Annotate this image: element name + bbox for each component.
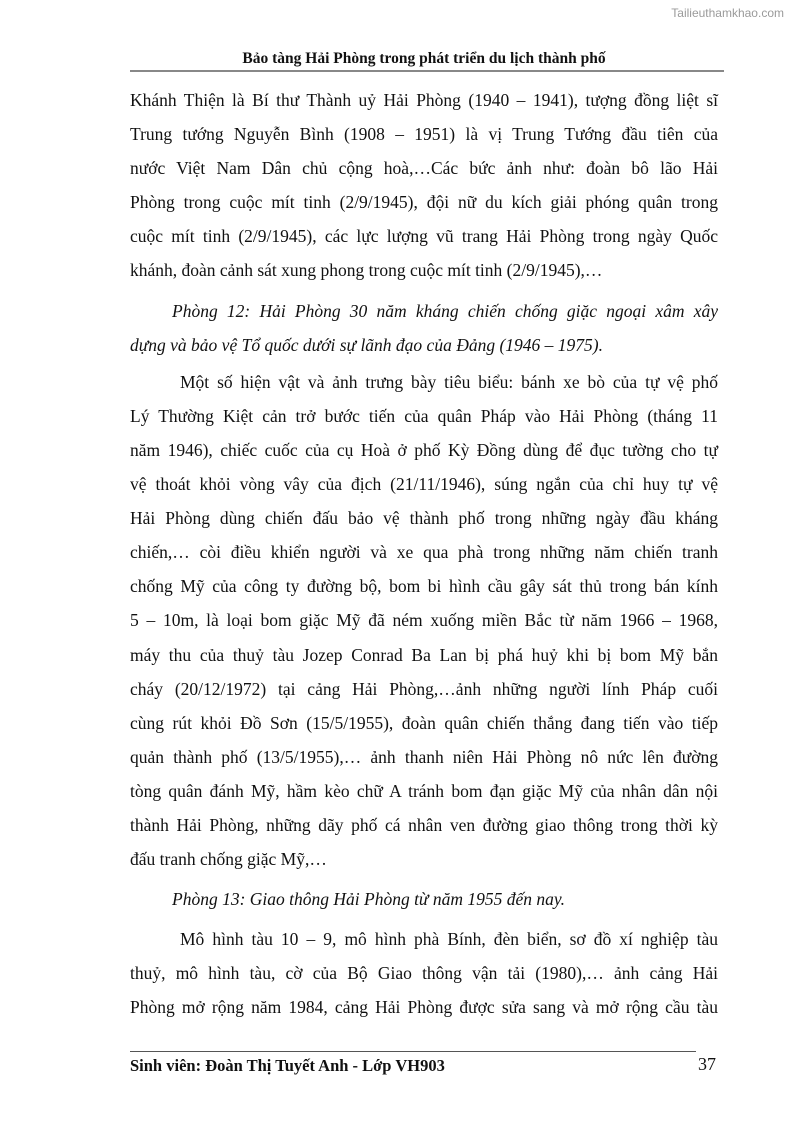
text-line: thành Hải Phòng, những dãy phố cá nhân ven đường giao thông trong thời kỳ (130, 814, 718, 835)
page-number: 37 (698, 1054, 716, 1074)
paragraph (130, 88, 718, 293)
text-line: Một số hiện vật và ảnh trưng bày tiêu biểu: bánh xe bò của tự vệ phố (180, 371, 718, 392)
footer-student: Sinh viên: Đoàn Thị Tuyết Anh - Lớp VH903 (130, 1056, 445, 1075)
text-line: năm 1946), chiếc cuốc của cụ Hoà ở phố Kỳ Đồng dùng để đục tường cho tự (130, 439, 718, 460)
paragraph (130, 927, 718, 1029)
text-line: Phòng mở rộng năm 1984, cảng Hải Phòng được sửa sang và mở rộng cầu tàu (130, 997, 718, 1018)
text-line: cuộc mít tinh (2/9/1945), các lực lượng vũ trang Hải Phòng trong ngày Quốc (130, 226, 718, 247)
text-line: Mô hình tàu 10 – 9, mô hình phà Bính, đèn biển, sơ đồ xí nghiệp tàu (180, 929, 718, 950)
text-line: chống Mỹ của công ty đường bộ, bom bi hình cầu gây sát thủ trong bán kính (130, 576, 718, 597)
text-line: cùng rút khỏi Đồ Sơn (15/5/1955), đoàn quân chiến thắng đang tiến vào tiếp (130, 712, 718, 733)
text-line: Khánh Thiện là Bí thư Thành uỷ Hải Phòng (1940 – 1941), tượng đồng liệt sĩ (130, 90, 718, 110)
text-line: Hải Phòng dùng chiến đấu bảo vệ thành phố trong những ngày đầu kháng (130, 508, 718, 529)
text-line: vệ thoát khỏi vòng vây của địch (21/11/1946), súng ngắn của chỉ huy tự vệ (130, 474, 718, 495)
text-line: quản thành phố (13/5/1955),… ảnh thanh niên Hải Phòng nô nức lên đường (130, 746, 718, 767)
text-line: đấu tranh chống giặc Mỹ,… (130, 849, 327, 870)
text-line: Phòng 12: Hải Phòng 30 năm kháng chiến chống giặc ngoại xâm xây (172, 300, 718, 321)
text-line: khánh, đoàn cảnh sát xung phong trong cuộc mít tinh (2/9/1945),… (130, 260, 603, 281)
watermark: Tailieuthamkhao.com (671, 6, 784, 20)
text-line: Trung tướng Nguyễn Bình (1908 – 1951) là vị Trung Tướng đầu tiên của (130, 124, 718, 145)
section-heading (130, 299, 718, 367)
text-line: Lý Thường Kiệt cản trở bước tiến của quân Pháp vào Hải Phòng (tháng 11 (130, 405, 718, 426)
running-header: Bảo tàng Hải Phòng trong phát triển du lịch thành phố (242, 50, 606, 67)
section-heading (130, 887, 718, 921)
text-line: chiến,… còi điều khiển người và xe qua phà trong những năm chiến tranh (130, 542, 718, 563)
text-line: Phòng trong cuộc mít tinh (2/9/1945), đội nữ du kích giải phóng quân trong (130, 192, 718, 213)
header-rule (130, 70, 724, 72)
paragraph (130, 370, 718, 881)
body-text (130, 88, 718, 1030)
text-line: dựng và bảo vệ Tổ quốc dưới sự lãnh đạo của Đảng (1946 – 1975). (130, 334, 603, 355)
text-line: thuỷ, mô hình tàu, cờ của Bộ Giao thông vận tải (1980),… ảnh cảng Hải (130, 963, 718, 984)
text-line: cháy (20/12/1972) tại cảng Hải Phòng,…ảnh những người lính Pháp cuối (130, 678, 718, 699)
footer-rule (130, 1051, 696, 1052)
text-line: máy thu của thuỷ tàu Jozep Conrad Ba Lan bị phá huỷ khi bị bom Mỹ bắn (130, 644, 718, 665)
text-line: nước Việt Nam Dân chủ cộng hoà,…Các bức ảnh như: đoàn bô lão Hải (130, 158, 718, 179)
text-line: tòng quân đánh Mỹ, hầm kèo chữ A tránh bom đạn giặc Mỹ của nhân dân nội (130, 780, 718, 801)
text-line: 5 – 10m, là loại bom giặc Mỹ đã ném xuống miền Bắc từ năm 1966 – 1968, (130, 610, 718, 631)
text-line: Phòng 13: Giao thông Hải Phòng từ năm 1955 đến nay. (172, 889, 566, 910)
